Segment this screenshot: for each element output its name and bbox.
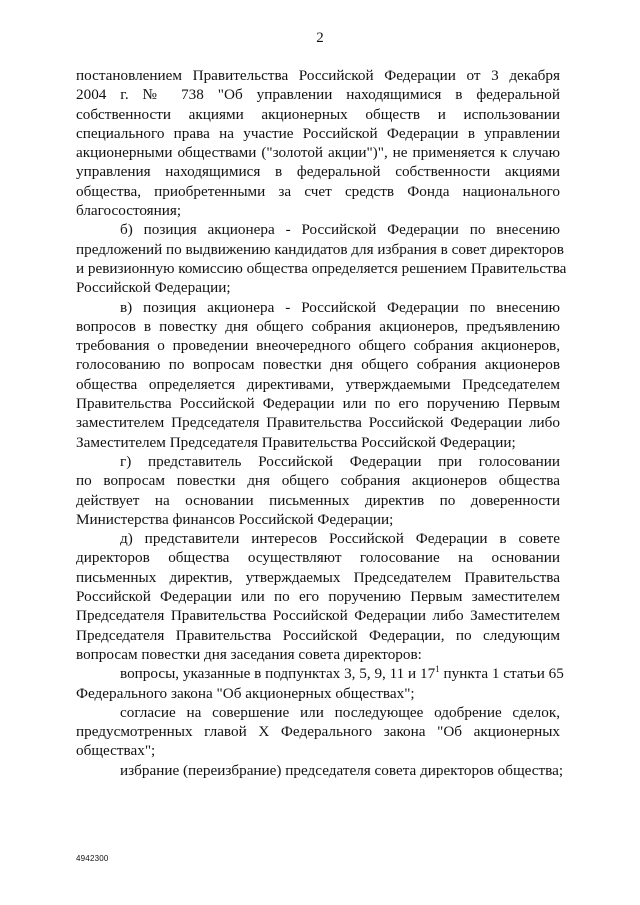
body-line: избрание (переизбрание) председателя совета директоров общества; [120,761,564,779]
body-line: Российской Федерации; [76,279,231,297]
subpoints-text: вопросы, указанные в подпунктах 3, 5, 9, 11 и 17 [120,665,436,683]
body-lines-bottom [76,684,564,780]
body-line: общества, приобретенными за счет средств Фонда национального [76,182,560,200]
body-line: общества определяется директивами, утверждаемыми Председателем [76,375,560,393]
page-number: 2 [316,30,324,46]
body-line: заместителем Председателя Правительства Российской Федерации либо [76,414,560,432]
body-line: д) представители интересов Российской Федерации в совете [120,530,560,548]
document-body [76,66,567,780]
body-line: управления находящимися в федеральной собственности акциями [76,163,560,181]
body-line: 2004 г. № 738 "Об управлении находящимися в федеральной [76,86,560,104]
body-line: обществах"; [76,742,156,760]
body-lines-top [76,66,567,664]
body-line: голосованию по вопросам повестки дня общего собрания акционеров [76,356,560,374]
body-line: предложений по выдвижению кандидатов для избрания в совет директоров [76,240,564,258]
body-line: собственности акциями акционерных обществ и использовании [76,105,560,123]
body-line: Российской Федерации или по его поручению Первым заместителем [76,588,560,606]
body-line: согласие на совершение или последующее одобрение сделок, [120,703,560,721]
body-line: акционерными обществами ("золотой акции")", не применяется к случаю [76,144,560,162]
body-line: Федерального закона "Об акционерных обществах"; [76,684,415,702]
footer-document-code: 4942300 [76,854,109,863]
body-line: благосостояния; [76,202,182,220]
body-line: Председателя Правительства Российской Федерации либо Заместителем [76,607,560,625]
body-line: директоров общества осуществляют голосование на основании [76,549,560,567]
body-line: Министерства финансов Российской Федерации; [76,510,394,528]
body-line: требования о проведении внеочередного общего собрания акционеров, [76,337,560,355]
body-line: постановлением Правительства Российской Федерации от 3 декабря [76,67,560,84]
body-line: действует на основании письменных директив по доверенности [76,491,560,509]
body-line: Правительства Российской Федерации или по его поручению Первым [76,395,560,413]
superscript-one: 1 [435,664,440,675]
body-line: вопросам повестки дня заседания совета директоров: [76,645,422,663]
body-line: вопросов в повестку дня общего собрания акционеров, предъявлению [76,317,560,335]
body-line: Председателя Правительства Российской Федерации, по следующим [76,626,560,644]
body-line: Заместителем Председателя Правительства Российской Федерации; [76,433,516,451]
body-line: г) представитель Российской Федерации при голосовании [120,452,560,470]
body-line: письменных директив, утверждаемых Председателем Правительства [76,568,560,586]
body-line: и ревизионную комиссию общества определяется решением Правительства [76,259,567,277]
body-line: специального права на участие Российской Федерации в управлении [76,124,560,142]
body-line: предусмотренных главой X Федерального закона "Об акционерных [76,723,560,741]
body-line-subpoints [76,664,564,683]
body-line: в) позиция акционера - Российской Федерации по внесению [120,298,560,316]
body-line: б) позиция акционера - Российской Федерации по внесению [120,221,560,239]
subpoints-text-end: пункта 1 статьи 65 [439,665,564,683]
body-line: по вопросам повестки дня общего собрания акционеров общества [76,472,560,490]
